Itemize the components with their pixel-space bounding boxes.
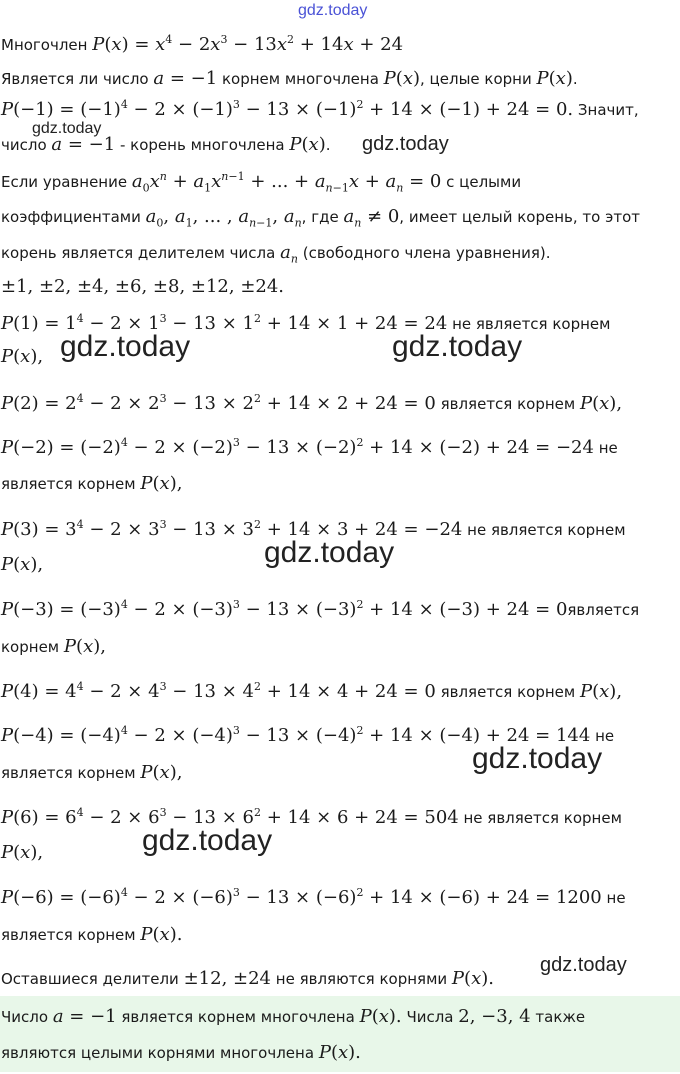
text: корнем [1,638,60,656]
line-p6-cont: P(x), [1,842,44,863]
text: не [598,439,618,457]
text: Число [1,1008,49,1026]
text2: не являются корнями [275,970,448,988]
line-conclusion-1: Число a = −1 является корнем многочлена P(x). Числа 2, −3, 4 также [1,1006,586,1027]
text: не [595,727,615,745]
text2: - корень многочлена [119,136,285,154]
line-p-minus3: $P(-3) = (-3)^4 - 2 \times (-3)^3 - 13 \times (-3)^2 + 14 \times (-3) + 24$ = 0является [1,598,640,620]
text2: корнем многочлена [221,70,379,88]
line-p-minus3-cont: корнем P(x), [1,636,106,657]
text3: , целые корни [420,70,532,88]
text: не является корнем [452,315,611,333]
text: является корнем [1,926,136,944]
text: является [567,601,640,619]
text2: , где [301,208,339,226]
line-coefficients: коэффициентами $a_0$, $a_1$, ... , $a_{n-1}$, $a_n$, где $a_n \ne 0$, имеет целый корень, то этот [1,206,640,230]
watermark-big-4: gdz.today [472,742,603,775]
text: коэффициентами [1,208,141,226]
text: Оставшиеся делители [1,970,179,988]
text: является корнем [1,764,136,782]
label: Многочлен [1,36,88,54]
watermark-big-1: gdz.today [60,330,191,363]
line-p-minus2-cont: является корнем P(x), [1,473,183,494]
text4: также [535,1008,586,1026]
text: является корнем [440,395,576,413]
line-p3: $P(3) = 3^4 - 2 \times 3^3 - 13 \times 3^2 + 14 \times 3 + 24 = -24$ не является корнем [1,518,626,540]
formula: $P(x) = x^4 - 2x^3 - 13x^2 + 14x + 24$ [92,33,404,55]
watermark-small-3: gdz.today [540,954,627,976]
text: не является корнем [463,809,622,827]
text: Если уравнение [1,173,128,191]
line-p3-cont: P(x), [1,554,44,575]
text: Значит, [577,101,639,119]
line-p-minus6: $P(-6) = (-6)^4 - 2 \times (-6)^3 - 13 \times (-6)^2 + 14 \times (-6) + 24 = 1200$ не [1,886,626,908]
text: Является ли число [1,70,149,88]
watermark-small-2: gdz.today [362,133,449,155]
text: корень является делителем числа [1,244,276,262]
line-p2: $P(2) = 2^4 - 2 \times 2^3 - 13 \times 2^2 + 14 \times 2 + 24 = 0$ является корнем P(x), [1,392,623,414]
text3: , имеет целый корень, то этот [399,208,640,226]
line-p1: $P(1) = 1^4 - 2 \times 1^3 - 13 \times 1^2 + 14 \times 1 + 24 = 24$ не является корнем [1,312,611,334]
watermark-top: gdz.today [298,2,368,19]
line-number-root: число a = −1 - корень многочлена P(x). [1,134,331,155]
text2: (свободного члена уравнения). [302,244,551,262]
line-p4: $P(4) = 4^4 - 2 \times 4^3 - 13 \times 4^2 + 14 \times 4 + 24 = 0$ является корнем P(x), [1,680,623,702]
text: является корнем [1,475,136,493]
text: число [1,136,47,154]
watermark-big-3: gdz.today [264,536,395,569]
text: не является корнем [467,521,626,539]
line-p-minus6-cont: является корнем P(x). [1,924,183,945]
line-p-minus1: $P(-1) = (-1)^4 - 2 \times (-1)^3 - 13 \times (-1)^2 + 14 \times (-1) + 24 = 0$. Значит, [1,98,639,120]
text2: с целыми [446,173,522,191]
line-p-minus2: $P(-2) = (-2)^4 - 2 \times (-2)^3 - 13 \times (-2)^2 + 14 \times (-2) + 24 = -24$ не [1,436,618,458]
line-conclusion-2: являются целыми корнями многочлена P(x). [1,1042,361,1063]
line-question: Является ли число a = −1 корнем многочлена P(x), целые корни P(x). [1,68,578,89]
line-p6: $P(6) = 6^4 - 2 \times 6^3 - 13 \times 6^2 + 14 \times 6 + 24 = 504$ не является корнем [1,806,622,828]
watermark-small-1: gdz.today [32,120,102,137]
line-divisor: корень является делителем числа $a_n$ (свободного члена уравнения). [1,242,551,266]
line-polynomial [1,33,403,55]
text: не [606,889,626,907]
text2: является корнем многочлена [121,1008,355,1026]
line-p1-cont: P(x), [1,346,44,367]
line-p-minus4-cont: является корнем P(x), [1,762,183,783]
line-if-equation: Если уравнение $a_0x^n + a_1x^{n-1}$ + ... + $a_{n-1}x + a_n = 0$ с целыми [1,170,522,195]
text3: Числа [406,1008,454,1026]
line-divisors-list: ±1, ±2, ±4, ±6, ±8, ±12, ±24. [1,276,285,297]
line-p-minus4: $P(-4) = (-4)^4 - 2 \times (-4)^3 - 13 \times (-4)^2 + 14 \times (-4) + 24 = 144$ не [1,724,615,746]
line-remaining: Оставшиеся делители ±12, ±24 не являются корнями P(x). [1,968,494,989]
watermark-big-5: gdz.today [142,824,273,857]
text: является корнем [440,683,576,701]
text: являются целыми корнями многочлена [1,1044,315,1062]
watermark-big-2: gdz.today [392,330,523,363]
